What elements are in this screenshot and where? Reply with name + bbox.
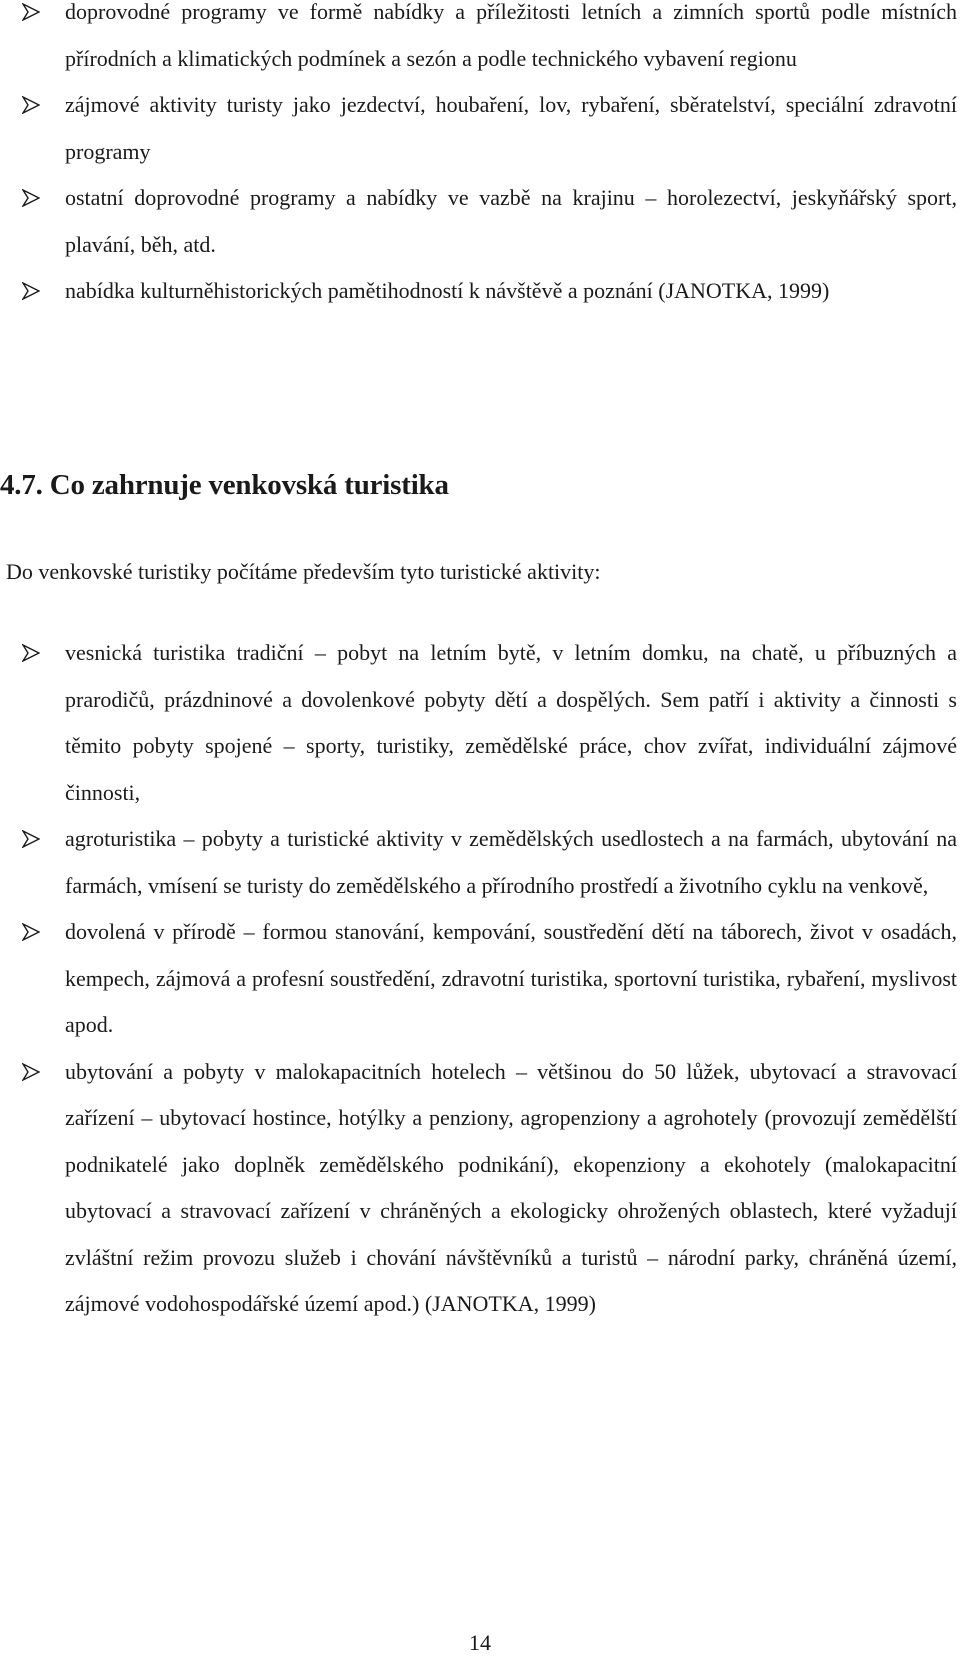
arrowhead-bullet-icon xyxy=(22,1063,40,1081)
arrowhead-bullet-icon xyxy=(22,3,40,21)
list-item-text: ostatní doprovodné programy a nabídky ve vazbě na krajinu – horolezectví, jeskyňářský sport, plavání, běh, atd. xyxy=(65,185,957,257)
list-item-text: doprovodné programy ve formě nabídky a příležitosti letních a zimních sportů podle místních přírodních a klimatických podmínek a sezón a podle technického vybavení regionu xyxy=(65,0,957,71)
section-heading: 4.7. Co zahrnuje venkovská turistika xyxy=(0,469,449,501)
list-item-text: vesnická turistika tradiční – pobyt na letním bytě, v letním domku, na chatě, u příbuzných a prarodičů, prázdninové a dovolenkové pobyty dětí a dospělých. Sem patří i aktivity a činnosti s těmito pobyty spojené – sporty, turistiky, zemědělské práce, chov zvířat, individuální zájmové činnosti, xyxy=(65,640,957,805)
list-item xyxy=(0,175,957,268)
list-item xyxy=(0,909,957,1049)
arrowhead-bullet-icon xyxy=(22,189,40,207)
arrowhead-bullet-icon xyxy=(22,830,40,848)
list-item xyxy=(0,268,957,315)
arrowhead-bullet-icon xyxy=(22,282,40,300)
list-item-text: ubytování a pobyty v malokapacitních hotelech – většinou do 50 lůžek, ubytovací a stravovací zařízení – ubytovací hostince, hotýlky a penziony, agropenziony a agrohotely (provozují zemědělští podnikatelé jako doplněk zemědělského podnikání), ekopenziony a ekohotely (malokapacitní ubytovací a stravovací zařízení v chráněných a ekologicky ohrožených oblastech, které vyžadují zvláštní režim provozu služeb i chování návštěvníků a turistů – národní parky, chráněná území, zájmové vodohospodářské území apod.) (JANOTKA, 1999) xyxy=(65,1058,957,1316)
activities-list-top xyxy=(0,0,960,315)
list-item xyxy=(0,1049,957,1328)
list-item-text: dovolená v přírodě – formou stanování, kempování, soustředění dětí na táborech, život v osadách, kempech, zájmová a profesní soustředění, zdravotní turistika, sportovní turistika, rybaření, myslivost apod. xyxy=(65,919,957,1037)
page-number: 14 xyxy=(469,1630,491,1655)
list-item-text: nabídka kulturněhistorických pamětihodností k návštěvě a poznání (JANOTKA, 1999) xyxy=(65,278,830,303)
activities-list-bottom xyxy=(0,630,960,1328)
list-item xyxy=(0,0,957,82)
list-item xyxy=(0,816,957,909)
list-item-text: agroturistika – pobyty a turistické aktivity v zemědělských usedlostech a na farmách, ubytování na farmách, vmísení se turisty do zemědělského a přírodního prostředí a životního cyklu na venkově, xyxy=(65,826,957,898)
list-item-text: zájmové aktivity turisty jako jezdectví, houbaření, lov, rybaření, sběratelství, speciální zdravotní programy xyxy=(65,92,957,164)
section-intro: Do venkovské turistiky počítáme především tyto turistické aktivity: xyxy=(6,559,601,584)
list-item xyxy=(0,82,957,175)
arrowhead-bullet-icon xyxy=(22,923,40,941)
arrowhead-bullet-icon xyxy=(22,96,40,114)
arrowhead-bullet-icon xyxy=(22,644,40,662)
list-item xyxy=(0,630,957,816)
